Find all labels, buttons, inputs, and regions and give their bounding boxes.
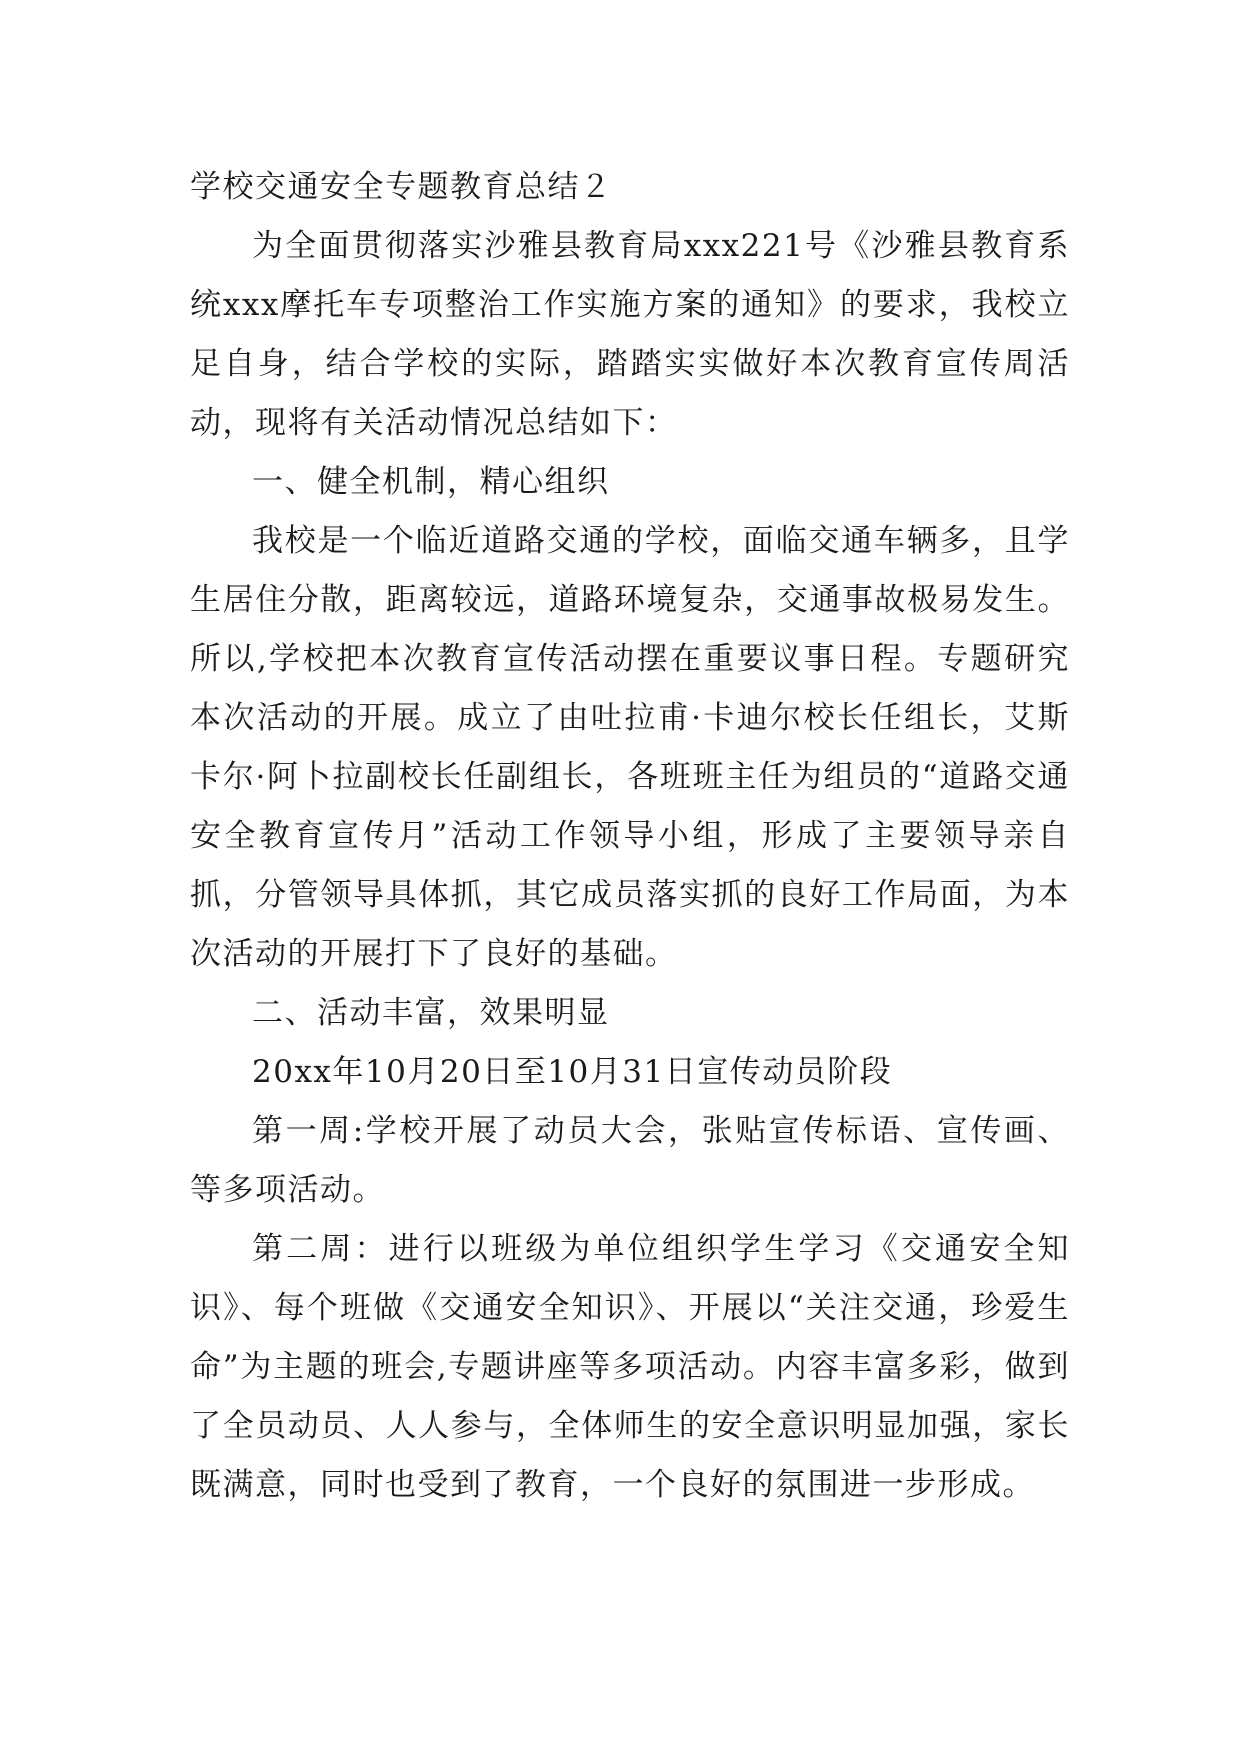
document-body	[190, 158, 1070, 1515]
section-heading-1: 一、健全机制，精心组织	[252, 464, 610, 500]
week-two-paragraph: 第二周：进行以班级为单位组织学生学习《交通安全知识》、每个班做《交通安全知识》、开展以“关注交通，珍爱生命”为主题的班会,专题讲座等多项活动。内容丰富多彩，做到了全员动员、人人参与，全体师生的安全意识明显加强，家长既满意，同时也受到了教育，一个良好的氛围进一步形成。	[190, 1231, 1070, 1503]
section-heading-2: 二、活动丰富，效果明显	[252, 995, 610, 1031]
intro-paragraph: 为全面贯彻落实沙雅县教育局xxx221号《沙雅县教育系统xxx摩托车专项整治工作实施方案的通知》的要求，我校立足自身，结合学校的实际，踏踏实实做好本次教育宣传周活动，现将有关活动情况总结如下：	[190, 228, 1070, 441]
date-range-line: 20xx年10月20日至10月31日宣传动员阶段	[252, 1054, 893, 1090]
section-1-paragraph: 我校是一个临近道路交通的学校，面临交通车辆多，且学生居住分散，距离较远，道路环境复杂，交通事故极易发生。所以,学校把本次教育宣传活动摆在重要议事日程。专题研究本次活动的开展。成立了由吐拉甫·卡迪尔校长任组长，艾斯卡尔·阿卜拉副校长任副组长，各班班主任为组员的“道路交通安全教育宣传月”活动工作领导小组，形成了主要领导亲自抓，分管领导具体抓，其它成员落实抓的良好工作局面，为本次活动的开展打下了良好的基础。	[190, 523, 1070, 972]
document-title: 学校交通安全专题教育总结２	[190, 169, 613, 205]
week-one-paragraph: 第一周:学校开展了动员大会，张贴宣传标语、宣传画、等多项活动。	[190, 1113, 1070, 1208]
